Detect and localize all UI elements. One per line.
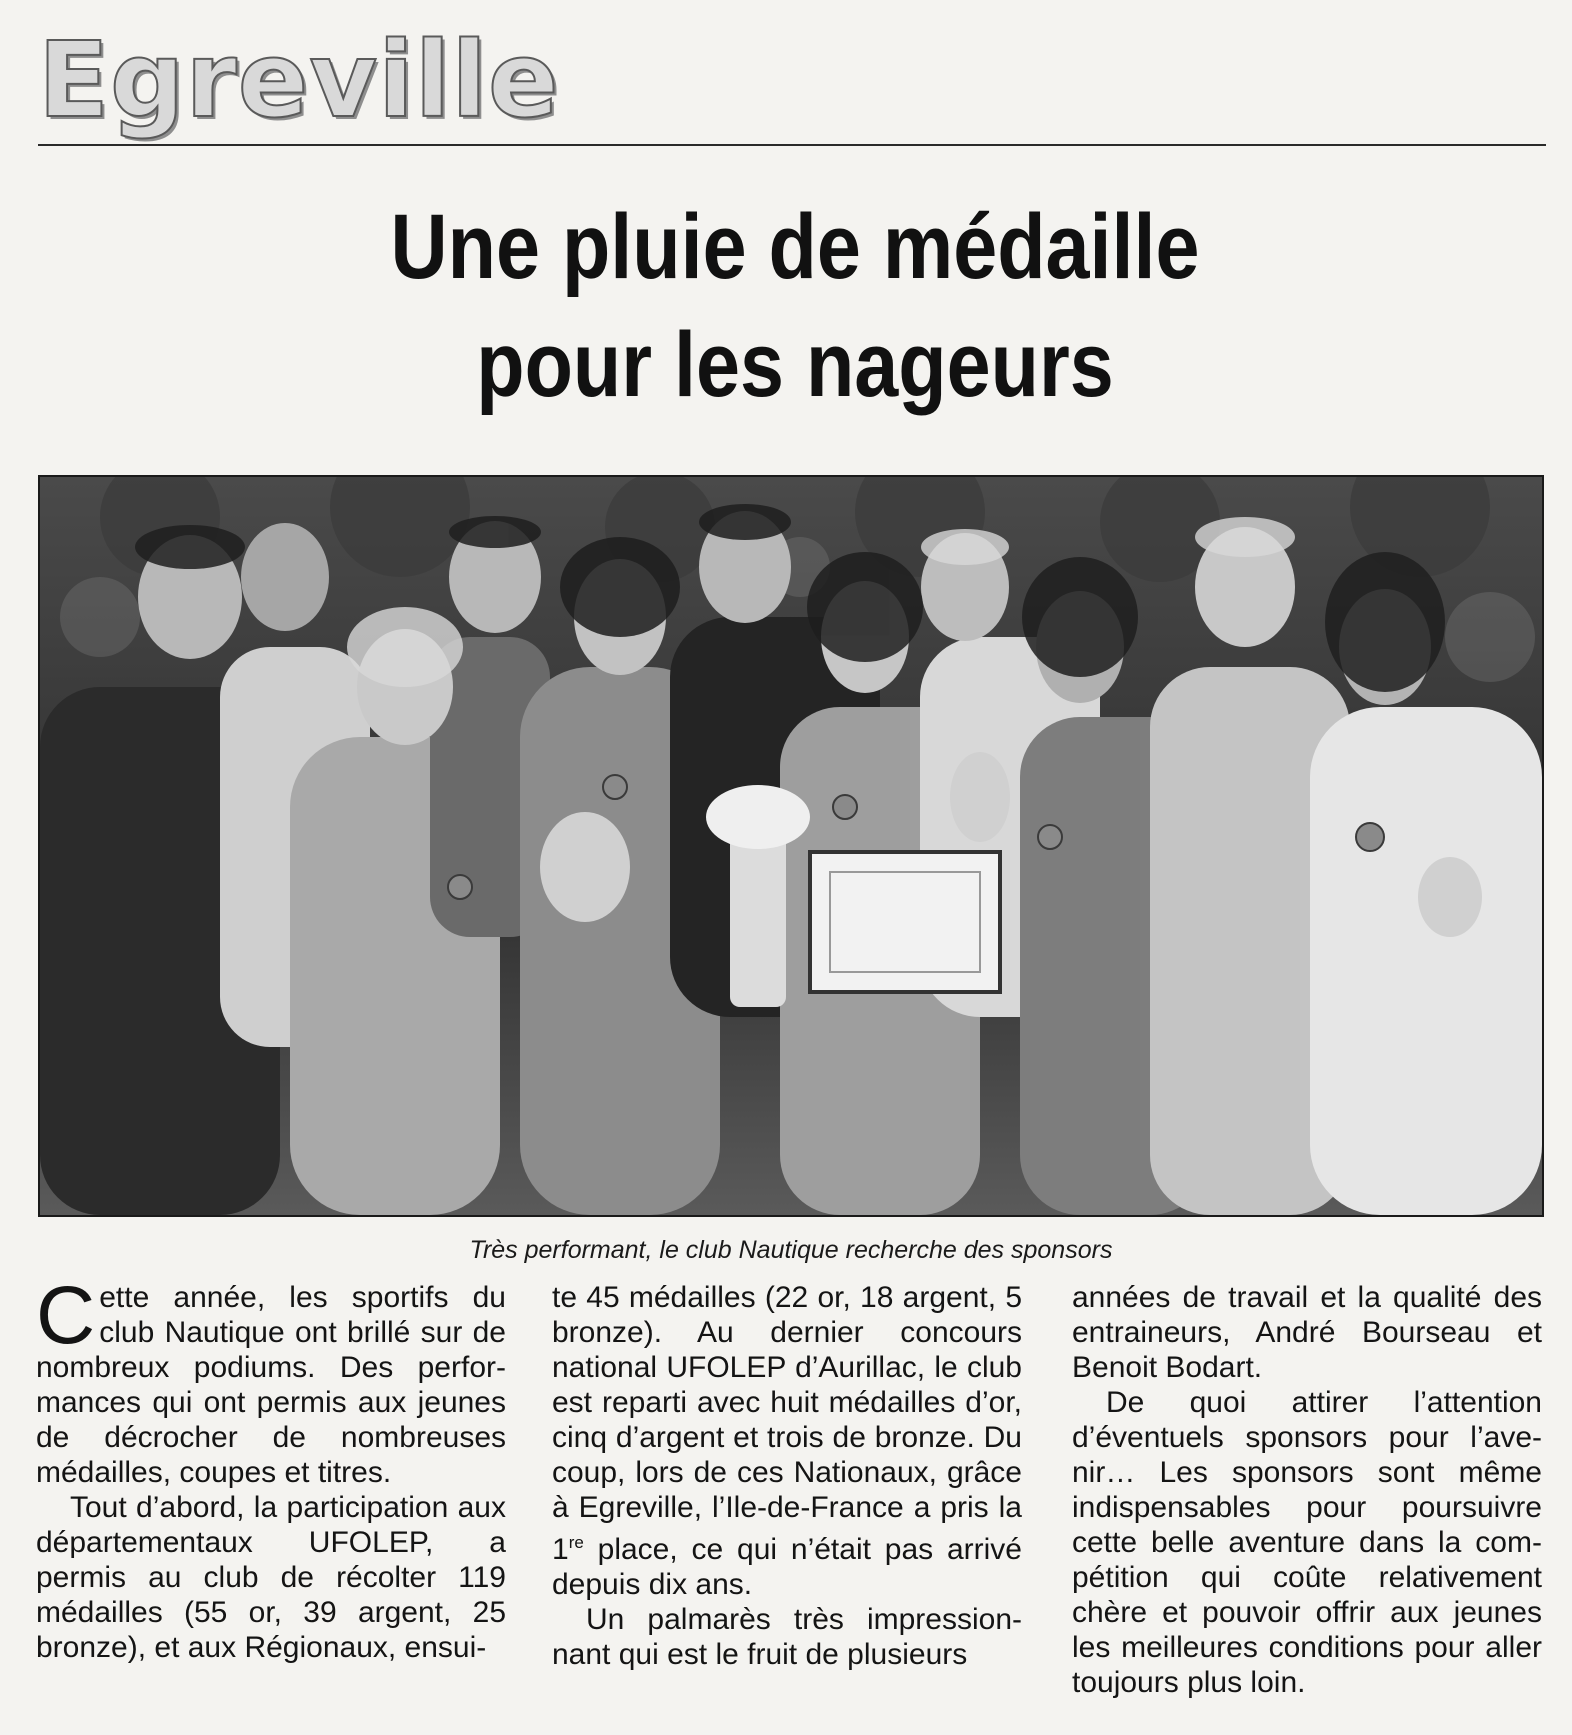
article-column-1	[36, 1270, 506, 1665]
photo-caption: Très performant, le club Nautique recherche des sponsors	[469, 1236, 1113, 1264]
rank-suffix: re	[568, 1533, 584, 1552]
article-column-3	[1072, 1280, 1542, 1700]
rank-number: 1	[552, 1533, 569, 1566]
article-paragraph: Tout d’abord, la participation aux départementaux UFOLEP, a permis au club de récolter 119 médailles (55 or, 39 argent, 25 bronze), et aux Régionaux, ensui-	[36, 1491, 506, 1664]
section-kicker: Egreville	[38, 19, 560, 141]
article-column-2	[552, 1280, 1022, 1672]
paragraph-text: te 45 médailles (22 or, 18 argent, 5 bronze). Au dernier concours national UFOLEP d’Aurillac, le club est reparti avec huit médailles d’or, cinq d’argent et trois de bronze. Du coup, lors de ces Nationaux, grâce à Egreville, l’Ile-de-France a pris la	[552, 1281, 1022, 1524]
drop-cap: C	[36, 1270, 96, 1361]
paragraph-text: ette année, les sportifs du club Nautique ont brillé sur de nombreux podiums. Des performances qui ont permis aux jeunes de décrocher de nombreuses médailles, coupes et titres.	[36, 1281, 506, 1489]
article-paragraph: De quoi attirer l’attention d’éventuels sponsors pour l’avenir… Les sponsors sont même indispensables pour poursuivre cette belle aventure dans la compétition qui coûte relativement chère et pouvoir offrir aux jeunes les meilleures conditions pour aller toujours plus loin.	[1072, 1386, 1542, 1699]
paragraph-text: place, ce qui n’était pas arrivé depuis dix ans.	[552, 1533, 1022, 1601]
group-photo	[38, 475, 1544, 1217]
headline	[197, 188, 1392, 424]
headline-line-2: pour les nageurs	[476, 314, 1114, 416]
header-rule	[38, 144, 1546, 146]
article-paragraph: années de travail et la qualité des entraineurs, André Bourseau et Benoit Bodart.	[1072, 1281, 1542, 1384]
article-paragraph	[36, 1270, 506, 1490]
headline-line-1: Une pluie de médaille	[390, 196, 1200, 298]
person-11	[1310, 707, 1542, 1215]
article-paragraph: Un palmarès très impressionnant qui est le fruit de plusieurs	[552, 1603, 1022, 1671]
article-paragraph	[552, 1280, 1022, 1602]
